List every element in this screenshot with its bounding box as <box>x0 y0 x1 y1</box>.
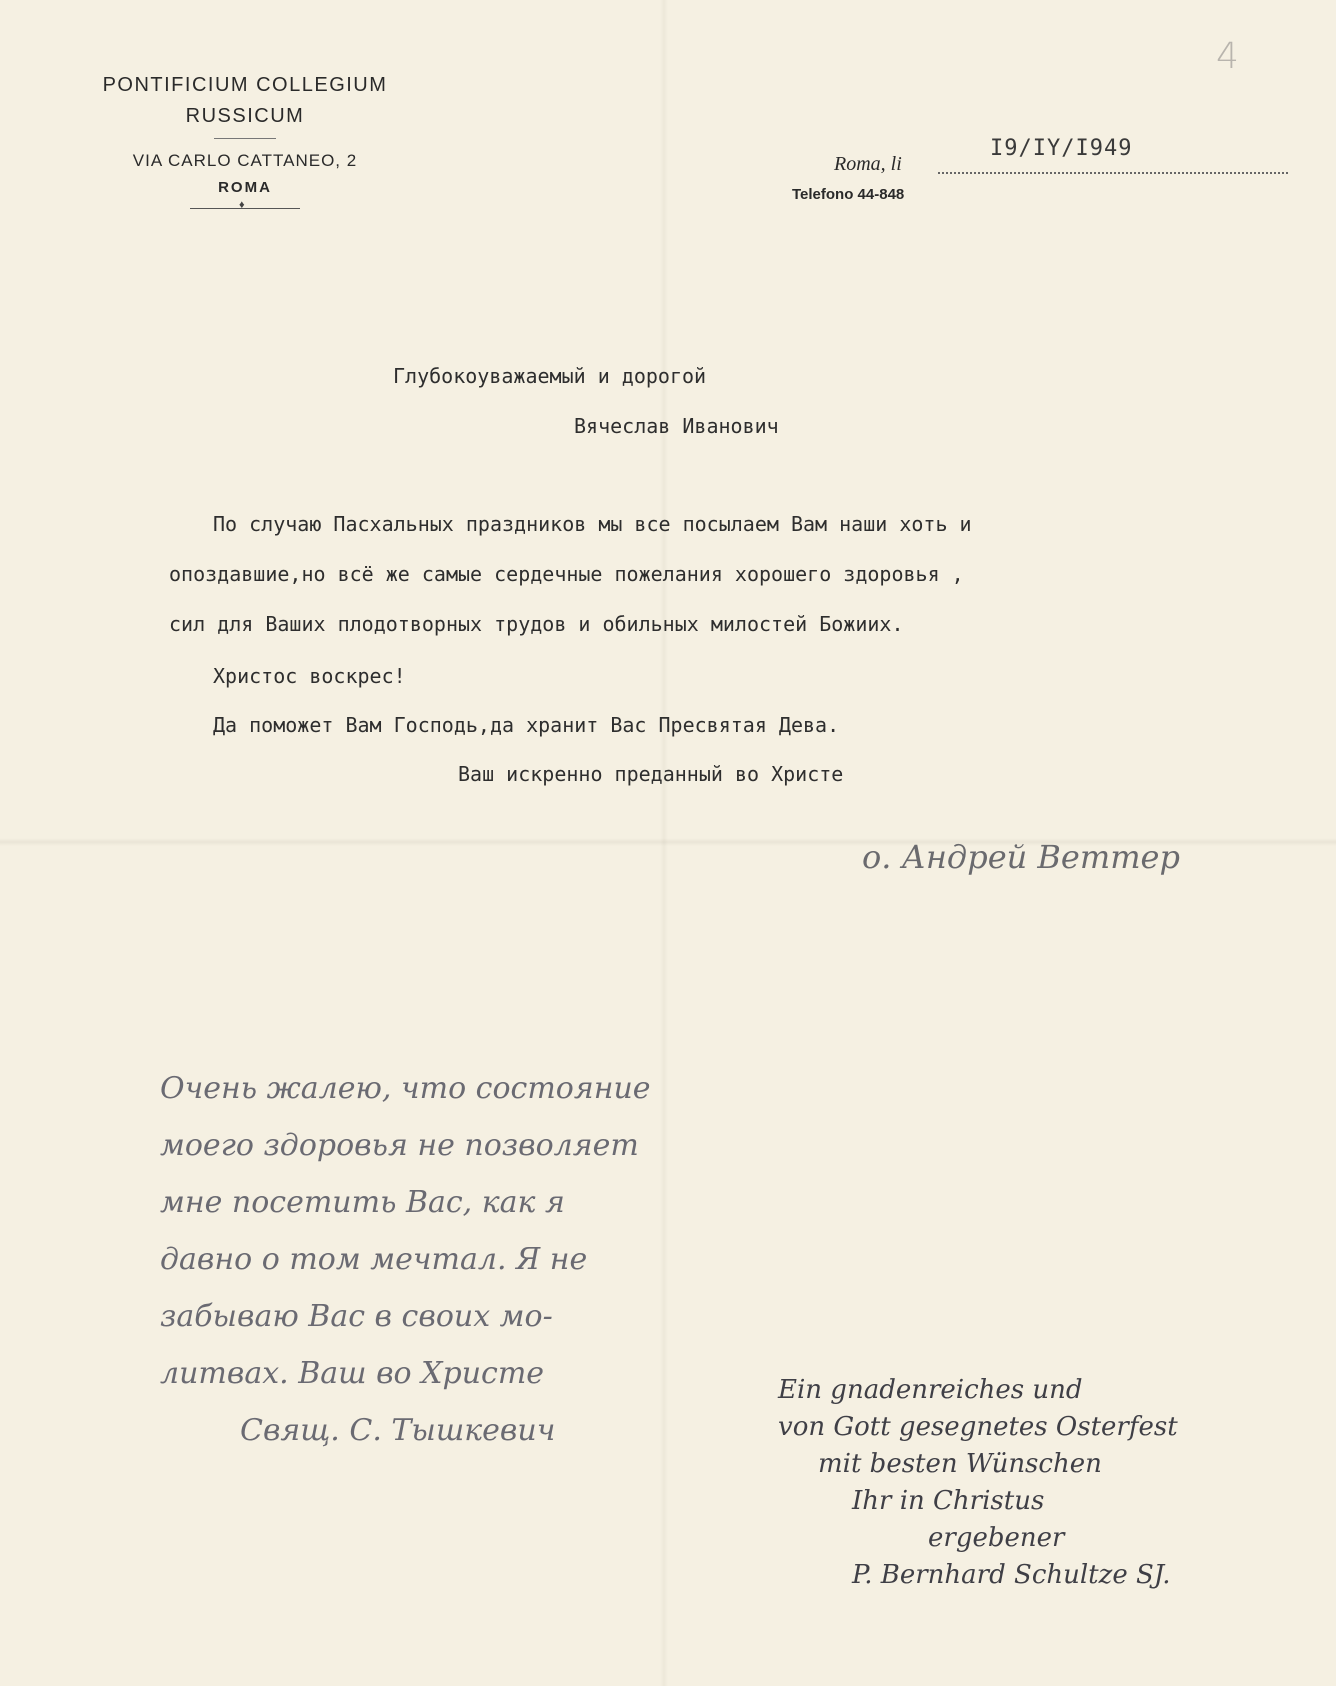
handwritten-note-german <box>778 1372 1178 1594</box>
letterhead-rule <box>214 138 276 139</box>
body-line: сил для Ваших плодотворных трудов и обильных милостей Божиих. <box>169 612 904 636</box>
greeting-line1: Глубокоуважаемый и дорогой <box>393 364 707 388</box>
body-line: опоздавшие,но всё же самые сердечные пожелания хорошего здоровья , <box>169 562 964 586</box>
signature-schultze: P. Bernhard Schultze SJ. <box>852 1560 1171 1590</box>
note-line: Ein gnadenreiches und <box>778 1375 1083 1405</box>
dateline-place: Roma, li <box>834 153 902 175</box>
letterhead-line1: PONTIFICIUM COLLEGIUM <box>102 74 388 96</box>
dateline-date: I9/IY/I949 <box>990 136 1133 161</box>
body-line: Да поможет Вам Господь,да хранит Вас Пресвятая Дева. <box>213 713 840 737</box>
dateline-phone: Telefono 44-848 <box>792 186 905 203</box>
letterhead-address: VIA CARLO CATTANEO, 2 <box>132 151 358 170</box>
note-line: Очень жалею, что состояние <box>160 1071 651 1106</box>
body-closing: Ваш искренно преданный во Христе <box>458 762 844 786</box>
letterhead <box>60 74 430 214</box>
body-line: По случаю Пасхальных праздников мы все посылаем Вам наши хоть и <box>213 512 972 536</box>
note-line: литвах. Ваш во Христе <box>160 1356 545 1391</box>
note-line: забываю Вас в своих мо- <box>160 1299 553 1334</box>
body-line: Христос воскрес! <box>213 664 406 688</box>
handwritten-note-russian <box>160 1060 651 1459</box>
letterhead-line2: RUSSICUM <box>185 105 305 127</box>
note-line: von Gott gesegnetes Osterfest <box>778 1412 1178 1442</box>
dateline-dotted-rule <box>938 172 1288 174</box>
letterhead-ornament <box>190 202 300 214</box>
note-line: ergebener <box>928 1523 1065 1553</box>
page-mark: 4 <box>1216 36 1239 77</box>
note-line: мне посетить Вас, как я <box>160 1185 565 1220</box>
signature-tyszkiewicz: Свящ. С. Тышкевич <box>240 1413 556 1448</box>
note-line: моего здоровья не позволяет <box>160 1128 639 1163</box>
greeting-line2: Вячеслав Иванович <box>574 414 779 438</box>
letterhead-city: ROMA <box>218 179 272 196</box>
note-line: давно о том мечтал. Я не <box>160 1242 588 1277</box>
signature-vetter: о. Андрей Веттер <box>862 838 1180 876</box>
note-line: mit besten Wünschen <box>818 1449 1102 1479</box>
note-line: Ihr in Christus <box>852 1486 1045 1516</box>
